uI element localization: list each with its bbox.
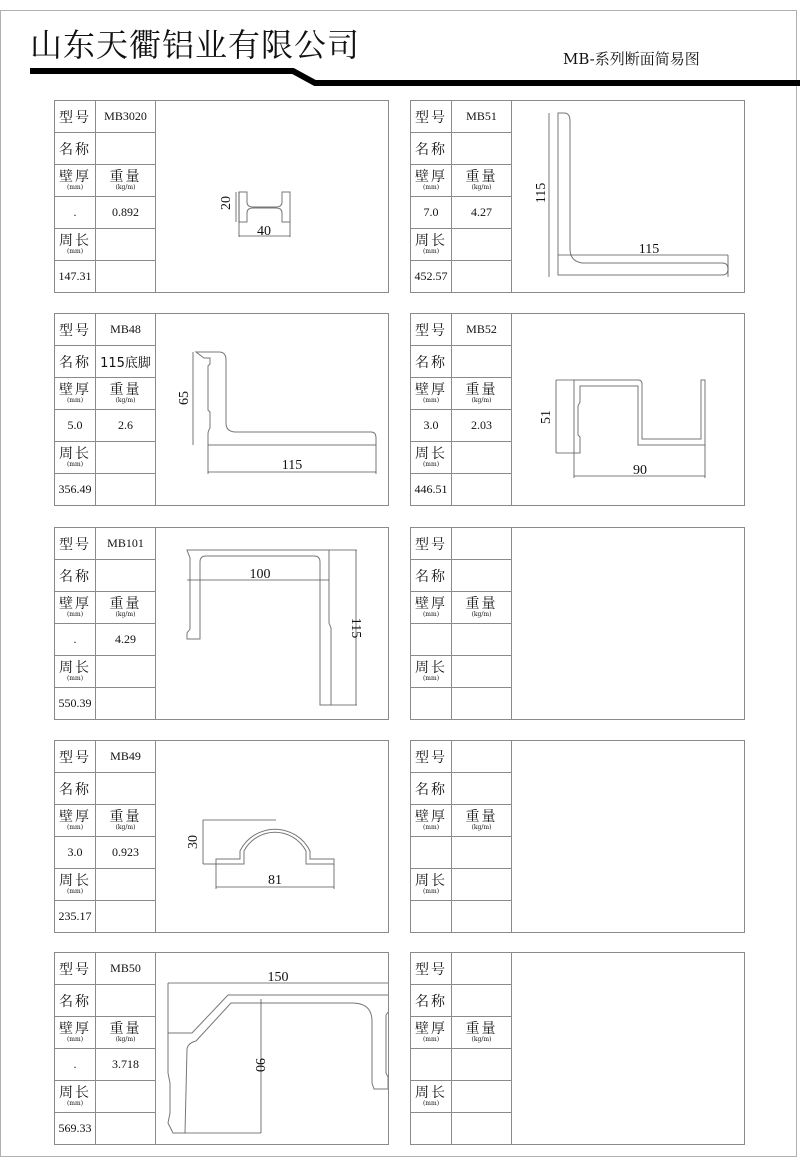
dim-height: 20 [219, 196, 234, 210]
perimeter-value: 569.33 [58, 1121, 92, 1135]
name-label: 名称 [415, 141, 447, 158]
perimeter-value: 147.31 [58, 269, 92, 283]
model-label-cell [55, 101, 96, 133]
perimeter-label: 周长 [59, 446, 91, 462]
wall-unit: (mm) [66, 397, 84, 404]
spec-table [55, 953, 156, 1144]
model-label-cell [55, 314, 96, 346]
wall-value-cell [55, 624, 96, 656]
header-divider-line [0, 0, 800, 100]
perimeter-value-cell [55, 688, 96, 719]
section-drawing [512, 741, 744, 932]
weight-value: 0.892 [112, 205, 139, 219]
name-value-cell [96, 773, 156, 805]
model-label: 型号 [59, 961, 91, 978]
name-label: 名称 [59, 568, 91, 585]
perimeter-spacer-cell [96, 1081, 156, 1113]
cross-section-svg [512, 101, 744, 292]
name-value-cell [96, 985, 156, 1017]
model-value-cell [452, 741, 512, 773]
name-label-cell [411, 560, 452, 592]
perimeter-value: 356.49 [58, 482, 92, 496]
name-label-cell [55, 560, 96, 592]
model-label: 型号 [59, 749, 91, 766]
dim-width: 115 [281, 458, 303, 473]
weight-unit: (kg/m) [471, 824, 492, 831]
wall-unit: (mm) [66, 824, 84, 831]
wall-label: 壁厚 [415, 596, 447, 612]
weight-label-cell [452, 165, 512, 197]
model-value: MB101 [107, 536, 144, 550]
perimeter-label-cell [55, 656, 96, 688]
name-label-cell [55, 985, 96, 1017]
name-value-cell [96, 346, 156, 378]
perimeter-label-cell [411, 1081, 452, 1113]
company-title: 山东天衢铝业有限公司 [30, 26, 361, 64]
perimeter-unit: (mm) [422, 248, 440, 255]
perimeter-label: 周长 [415, 1085, 447, 1101]
model-value-cell [452, 953, 512, 985]
weight-value: 0.923 [112, 845, 139, 859]
perimeter-spacer-cell [452, 869, 512, 901]
section-drawing [156, 314, 388, 505]
weight-label-cell [96, 1017, 156, 1049]
model-value: MB3020 [104, 109, 147, 123]
model-value-cell [96, 953, 156, 985]
name-label-cell [411, 346, 452, 378]
model-label-cell [411, 528, 452, 560]
weight-label: 重量 [465, 809, 498, 825]
wall-label-cell [411, 1017, 452, 1049]
perimeter-value-cell [411, 688, 452, 719]
cross-section-svg [156, 741, 388, 932]
spec-table [411, 741, 512, 932]
weight-unit: (kg/m) [115, 397, 136, 404]
section-drawing [156, 528, 388, 719]
model-label: 型号 [415, 749, 447, 766]
perimeter-label-cell [411, 229, 452, 261]
wall-value: 3.0 [423, 418, 439, 432]
section-drawing [156, 741, 388, 932]
spec-table [411, 953, 512, 1144]
wall-label-cell [55, 592, 96, 624]
weight-value-cell [96, 624, 156, 656]
weight-label-cell [96, 805, 156, 837]
perimeter-label: 周长 [59, 873, 91, 889]
spec-table [55, 741, 156, 932]
name-label: 名称 [415, 781, 447, 798]
perimeter-label: 周长 [59, 660, 91, 676]
empty-cell [452, 1113, 512, 1144]
section-drawing [512, 528, 744, 719]
wall-value-cell [411, 410, 452, 442]
series-title: MB-系列断面简易图 [563, 50, 700, 68]
perimeter-spacer-cell [96, 869, 156, 901]
weight-label: 重量 [465, 169, 498, 185]
model-label-cell [411, 314, 452, 346]
spec-table [55, 314, 156, 505]
dim-width: 81 [268, 873, 282, 888]
name-label: 名称 [59, 354, 91, 371]
empty-cell [452, 261, 512, 292]
profile-panel-blank-7 [410, 740, 745, 933]
name-label: 名称 [415, 993, 447, 1010]
wall-unit: (mm) [66, 1036, 84, 1043]
perimeter-unit: (mm) [422, 1100, 440, 1107]
wall-label-cell [411, 165, 452, 197]
spec-table [411, 528, 512, 719]
model-value-cell [96, 741, 156, 773]
wall-label-cell [55, 1017, 96, 1049]
profile-panel-mb52 [410, 313, 745, 506]
name-value-cell [452, 346, 512, 378]
wall-value: 3.0 [67, 845, 83, 859]
wall-unit: (mm) [422, 611, 440, 618]
name-label: 名称 [59, 141, 91, 158]
cross-section-svg [156, 314, 388, 505]
section-drawing [512, 101, 744, 292]
weight-label: 重量 [465, 596, 498, 612]
spec-table [55, 101, 156, 292]
wall-value: 7.0 [423, 205, 439, 219]
perimeter-label-cell [55, 442, 96, 474]
perimeter-value-cell [411, 901, 452, 932]
model-value-cell [452, 528, 512, 560]
name-label-cell [55, 346, 96, 378]
perimeter-unit: (mm) [66, 888, 84, 895]
wall-label: 壁厚 [59, 1021, 91, 1037]
wall-value-cell [411, 624, 452, 656]
profile-panel-blank-5 [410, 527, 745, 720]
perimeter-value: 235.17 [58, 909, 92, 923]
name-label-cell [55, 133, 96, 165]
empty-cell [96, 474, 156, 505]
weight-label: 重量 [109, 382, 142, 398]
name-value-cell [96, 133, 156, 165]
model-value-cell [452, 101, 512, 133]
spec-table [55, 528, 156, 719]
cross-section-svg [156, 101, 388, 292]
weight-label-cell [96, 592, 156, 624]
profile-panel-mb3020 [54, 100, 389, 293]
wall-value: . [73, 205, 77, 219]
empty-cell [96, 688, 156, 719]
weight-value-cell [452, 410, 512, 442]
model-value-cell [96, 314, 156, 346]
name-label: 名称 [59, 781, 91, 798]
wall-label-cell [411, 805, 452, 837]
perimeter-label: 周长 [415, 660, 447, 676]
wall-value-cell [55, 197, 96, 229]
weight-value-cell [96, 197, 156, 229]
model-label-cell [55, 741, 96, 773]
model-label-cell [411, 953, 452, 985]
weight-unit: (kg/m) [115, 611, 136, 618]
spec-table [411, 101, 512, 292]
perimeter-value-cell [411, 261, 452, 292]
model-label-cell [55, 953, 96, 985]
wall-unit: (mm) [422, 397, 440, 404]
model-label: 型号 [415, 961, 447, 978]
wall-unit: (mm) [66, 184, 84, 191]
wall-unit: (mm) [66, 611, 84, 618]
name-value-cell [96, 560, 156, 592]
perimeter-spacer-cell [96, 442, 156, 474]
perimeter-spacer-cell [452, 1081, 512, 1113]
model-label: 型号 [59, 109, 91, 126]
model-value: MB48 [110, 322, 141, 336]
model-value-cell [96, 101, 156, 133]
section-drawing [512, 953, 744, 1144]
wall-label: 壁厚 [59, 169, 91, 185]
wall-value-cell [411, 837, 452, 869]
weight-value: 3.718 [112, 1057, 139, 1071]
model-value: MB49 [110, 749, 141, 763]
weight-label: 重量 [465, 1021, 498, 1037]
wall-label: 壁厚 [415, 809, 447, 825]
dim-width: 100 [249, 567, 271, 582]
section-drawing [156, 953, 388, 1144]
wall-label: 壁厚 [59, 809, 91, 825]
perimeter-unit: (mm) [422, 461, 440, 468]
name-value-cell [452, 560, 512, 592]
weight-value-cell [96, 837, 156, 869]
perimeter-label: 周长 [415, 873, 447, 889]
model-value: MB50 [110, 961, 141, 975]
perimeter-label: 周长 [59, 1085, 91, 1101]
weight-unit: (kg/m) [115, 184, 136, 191]
wall-label-cell [411, 378, 452, 410]
perimeter-label: 周长 [415, 446, 447, 462]
wall-unit: (mm) [422, 184, 440, 191]
name-label-cell [411, 985, 452, 1017]
perimeter-value: 550.39 [58, 696, 92, 710]
weight-value-cell [452, 1049, 512, 1081]
spec-table [411, 314, 512, 505]
perimeter-label-cell [55, 1081, 96, 1113]
model-label-cell [411, 741, 452, 773]
wall-label: 壁厚 [415, 1021, 447, 1037]
profile-panel-mb50 [54, 952, 389, 1145]
profile-panel-mb51 [410, 100, 745, 293]
perimeter-spacer-cell [452, 656, 512, 688]
wall-value-cell [411, 1049, 452, 1081]
name-label-cell [411, 773, 452, 805]
weight-unit: (kg/m) [115, 1036, 136, 1043]
dim-height: 115 [348, 617, 363, 639]
weight-value: 2.03 [471, 418, 492, 432]
model-label: 型号 [415, 536, 447, 553]
perimeter-value-cell [55, 261, 96, 292]
weight-value-cell [452, 197, 512, 229]
model-value: MB51 [466, 109, 497, 123]
perimeter-value-cell [55, 474, 96, 505]
empty-cell [96, 901, 156, 932]
perimeter-label: 周长 [59, 233, 91, 249]
wall-label: 壁厚 [59, 382, 91, 398]
wall-value: . [73, 1057, 77, 1071]
profile-panel-mb49 [54, 740, 389, 933]
perimeter-unit: (mm) [422, 888, 440, 895]
dim-height: 115 [534, 182, 549, 204]
perimeter-unit: (mm) [66, 248, 84, 255]
empty-cell [96, 1113, 156, 1144]
weight-label-cell [452, 378, 512, 410]
dim-height: 90 [252, 1058, 267, 1072]
name-label-cell [411, 133, 452, 165]
name-label-cell [55, 773, 96, 805]
perimeter-unit: (mm) [422, 675, 440, 682]
weight-label: 重量 [109, 1021, 142, 1037]
weight-label-cell [452, 805, 512, 837]
weight-label-cell [96, 165, 156, 197]
name-label: 名称 [415, 568, 447, 585]
dim-width: 40 [257, 224, 271, 239]
perimeter-spacer-cell [452, 442, 512, 474]
model-label: 型号 [415, 109, 447, 126]
name-value: 115底脚 [100, 356, 151, 371]
model-value-cell [96, 528, 156, 560]
weight-value-cell [452, 624, 512, 656]
wall-label: 壁厚 [415, 382, 447, 398]
weight-label: 重量 [109, 169, 142, 185]
wall-value-cell [55, 837, 96, 869]
perimeter-value-cell [55, 1113, 96, 1144]
weight-unit: (kg/m) [115, 824, 136, 831]
weight-unit: (kg/m) [471, 397, 492, 404]
wall-value-cell [55, 410, 96, 442]
dim-height: 51 [539, 410, 554, 424]
model-label: 型号 [59, 536, 91, 553]
profile-panel-mb101 [54, 527, 389, 720]
wall-label-cell [55, 378, 96, 410]
name-value-cell [452, 133, 512, 165]
model-value: MB52 [466, 322, 497, 336]
perimeter-value-cell [411, 474, 452, 505]
cross-section-svg [156, 953, 388, 1144]
perimeter-label-cell [55, 229, 96, 261]
dim-height: 65 [177, 391, 192, 405]
empty-cell [452, 474, 512, 505]
wall-label-cell [411, 592, 452, 624]
weight-value-cell [96, 410, 156, 442]
model-label: 型号 [415, 322, 447, 339]
perimeter-unit: (mm) [66, 675, 84, 682]
model-label-cell [55, 528, 96, 560]
perimeter-label-cell [411, 442, 452, 474]
name-value-cell [452, 773, 512, 805]
weight-label-cell [452, 1017, 512, 1049]
model-label: 型号 [59, 322, 91, 339]
weight-value-cell [452, 837, 512, 869]
perimeter-value-cell [411, 1113, 452, 1144]
wall-value-cell [411, 197, 452, 229]
perimeter-spacer-cell [452, 229, 512, 261]
name-label: 名称 [59, 993, 91, 1010]
perimeter-value: 446.51 [414, 482, 448, 496]
weight-unit: (kg/m) [471, 184, 492, 191]
wall-value-cell [55, 1049, 96, 1081]
wall-value: . [73, 632, 77, 646]
weight-label: 重量 [109, 809, 142, 825]
weight-unit: (kg/m) [471, 1036, 492, 1043]
model-label-cell [411, 101, 452, 133]
profile-panel-blank-9 [410, 952, 745, 1145]
wall-label: 壁厚 [59, 596, 91, 612]
perimeter-label-cell [55, 869, 96, 901]
wall-label-cell [55, 805, 96, 837]
perimeter-value-cell [55, 901, 96, 932]
weight-value-cell [96, 1049, 156, 1081]
profile-panel-mb48 [54, 313, 389, 506]
dim-width: 90 [633, 463, 647, 478]
weight-unit: (kg/m) [471, 611, 492, 618]
wall-label-cell [55, 165, 96, 197]
perimeter-label-cell [411, 656, 452, 688]
dim-height: 30 [186, 835, 201, 849]
cross-section-svg [512, 314, 744, 505]
perimeter-label: 周长 [415, 233, 447, 249]
cross-section-svg [156, 528, 388, 719]
empty-cell [452, 688, 512, 719]
perimeter-spacer-cell [96, 656, 156, 688]
perimeter-unit: (mm) [66, 1100, 84, 1107]
model-value-cell [452, 314, 512, 346]
weight-label: 重量 [109, 596, 142, 612]
perimeter-spacer-cell [96, 229, 156, 261]
weight-label: 重量 [465, 382, 498, 398]
dim-width: 115 [638, 242, 660, 257]
perimeter-label-cell [411, 869, 452, 901]
name-label: 名称 [415, 354, 447, 371]
dim-width: 150 [267, 970, 289, 985]
section-drawing [512, 314, 744, 505]
weight-label-cell [452, 592, 512, 624]
empty-cell [96, 261, 156, 292]
perimeter-value: 452.57 [414, 269, 448, 283]
weight-value: 2.6 [118, 418, 133, 432]
wall-value: 5.0 [67, 418, 83, 432]
wall-unit: (mm) [422, 824, 440, 831]
section-drawing [156, 101, 388, 292]
weight-label-cell [96, 378, 156, 410]
wall-label: 壁厚 [415, 169, 447, 185]
wall-unit: (mm) [422, 1036, 440, 1043]
weight-value: 4.29 [115, 632, 136, 646]
empty-cell [452, 901, 512, 932]
weight-value: 4.27 [471, 205, 492, 219]
name-value-cell [452, 985, 512, 1017]
perimeter-unit: (mm) [66, 461, 84, 468]
